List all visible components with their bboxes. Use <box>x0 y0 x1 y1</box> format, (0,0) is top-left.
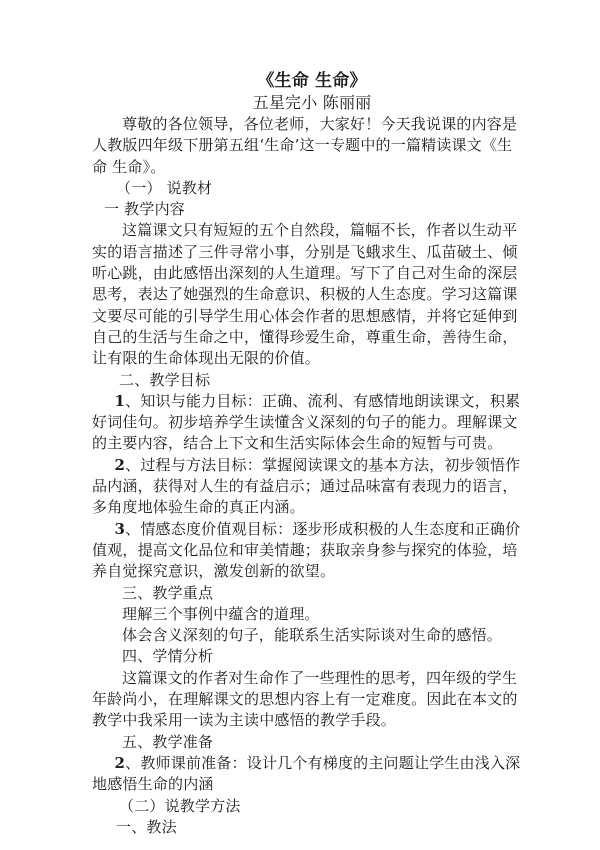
prep2-paragraph <box>92 753 522 796</box>
key-point-1: 理解三个事例中蕴含的道理。 <box>122 604 320 623</box>
document-title: 《生命 生命》 <box>257 71 367 91</box>
section3-heading: 三、教学重点 <box>122 583 214 602</box>
section5-heading: 五、教学准备 <box>122 732 214 751</box>
part2-heading: （二）说教学方法 <box>119 796 241 815</box>
document-page <box>92 70 522 838</box>
section1-body: 这篇课文只有短短的五个自然段，篇幅不长，作者以生动平实的语言描述了三件寻常小事，分别是飞蛾求生、瓜苗破土、倾听心跳，由此感悟出深刻的人生道理。写下了自己对生命的深层思考，表达了她强烈的生命意识、积极的人生态度。学习这篇课文要尽可能的引导学生用心体会作者的思想感情，并将它延伸到自己的生活与生命之中，懂得珍爱生命，尊重生命，善待生命，让有限的生命体现出无限的价值。 <box>92 221 518 368</box>
section4-body: 这篇课文的作者对生命作了一些理性的思考，四年级的学生年龄尚小，在理解课文的思想内容上有一定难度。因此在本文的教学中我采用一读为主读中感悟的教学手段。 <box>92 668 518 730</box>
goal2-text: 、过程与方法目标：掌握阅读课文的基本方法，初步领悟作品内涵，获得对人生的有益启示；通过品味富有表现力的语言，多角度地体验生命的真正内涵。 <box>92 455 521 517</box>
part1-heading: （一） 说教材 <box>116 178 213 197</box>
intro-paragraph: 尊敬的各位领导，各位老师，大家好！今天我说课的内容是人教版四年级下册第五组‘生命’这一专题中的一篇精读课文《生命 生命》。 <box>92 115 518 176</box>
section4-heading: 四、学情分析 <box>122 647 214 666</box>
goal1-paragraph <box>92 391 522 455</box>
section1-heading: 一 教学内容 <box>104 200 185 219</box>
part2-section1-heading: 一、教法 <box>116 817 177 836</box>
key-point-2: 体会含义深刻的句子，能联系生活实际谈对生命的感悟。 <box>122 626 503 645</box>
goal1-number: 1 <box>114 391 126 410</box>
goal3-text: 、情感态度价值观目标：逐步形成积极的人生态度和正确价值观，提高文化品位和审美情趣；获取亲身参与探究的体验，培养自觉探究意识，激发创新的欲望。 <box>92 519 521 581</box>
goal3-number: 3 <box>114 519 126 538</box>
goal1-text: 、知识与能力目标：正确、流利、有感情地朗读课文，积累好词佳句。初步培养学生读懂含义深刻的句子的能力。理解课文的主要内容，结合上下文和生活实际体会生命的短暂与可贵。 <box>92 391 521 453</box>
goal2-paragraph <box>92 455 522 519</box>
document-author: 五星完小 陈丽丽 <box>252 93 372 112</box>
prep2-text: 、教师课前准备：设计几个有梯度的主问题让学生由浅入深地感悟生命的内涵 <box>92 753 521 794</box>
goal3-paragraph <box>92 519 522 583</box>
prep2-number: 2 <box>114 753 126 772</box>
section2-heading: 二、教学目标 <box>119 370 211 389</box>
goal2-number: 2 <box>114 455 126 474</box>
